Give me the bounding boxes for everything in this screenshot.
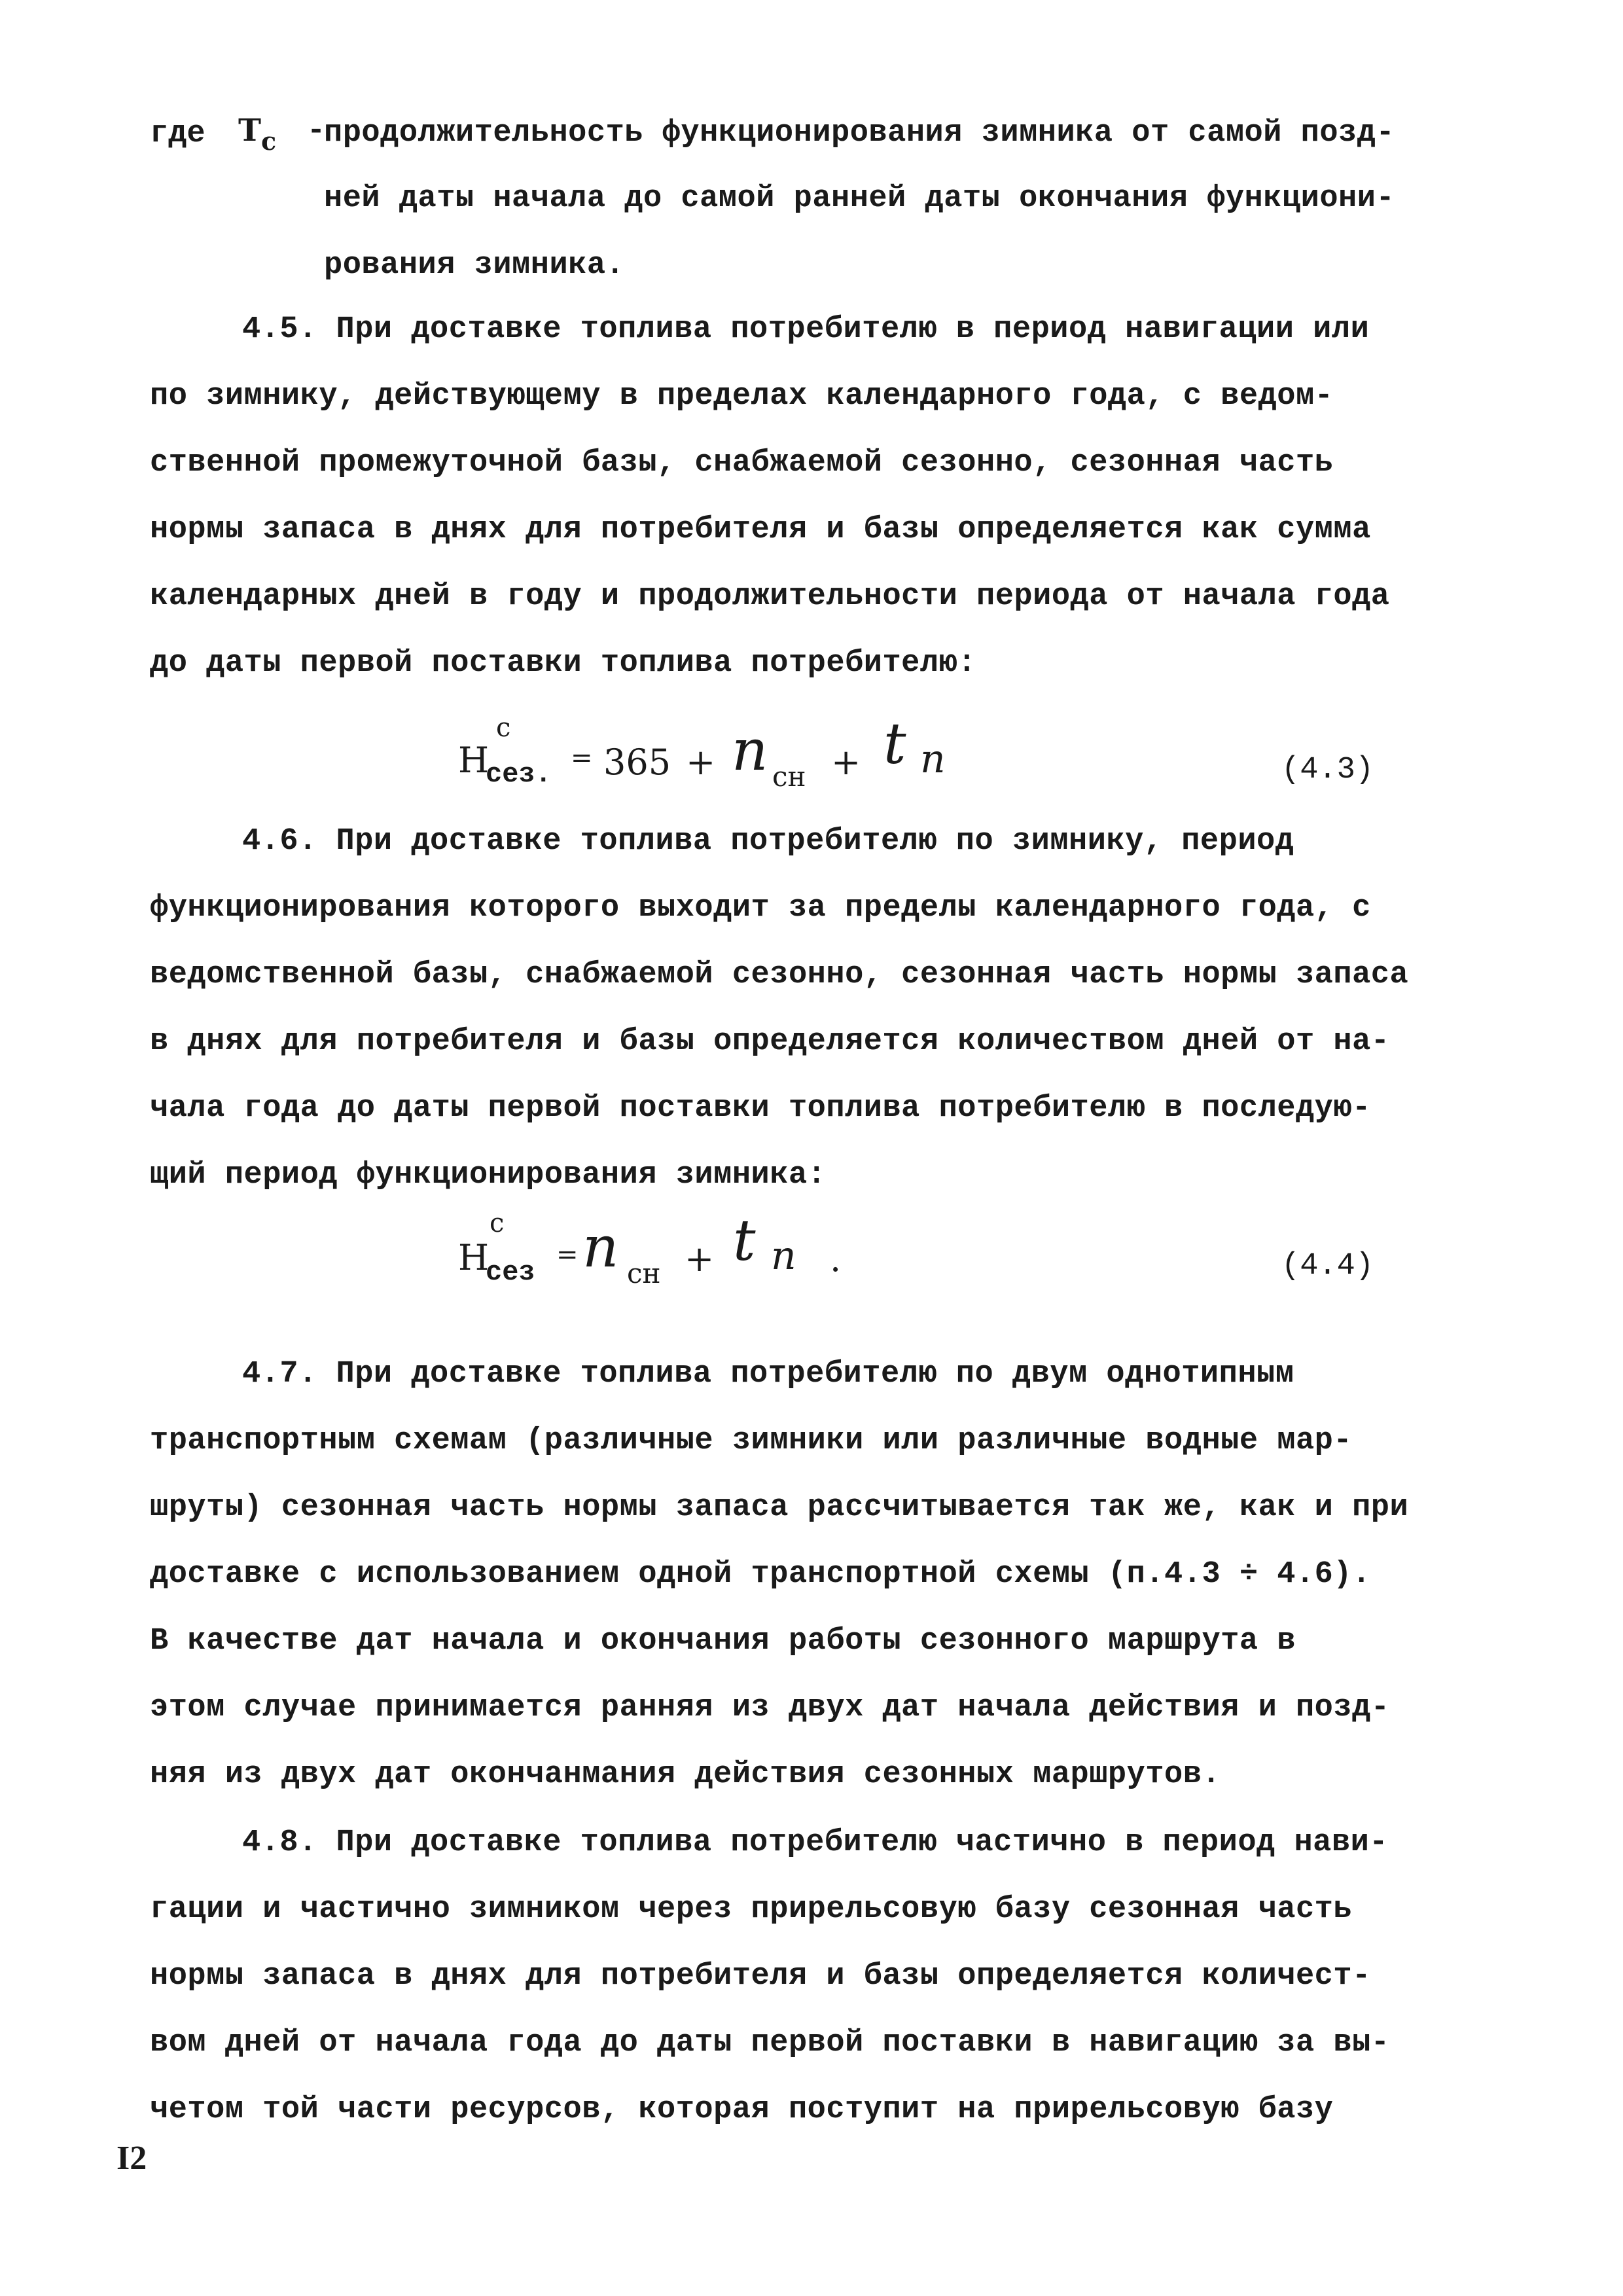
formula-4-3-plus-2: + [831, 742, 861, 783]
para-4-8-line: вом дней от начала года до даты первой поставки в навигацию за вы- [150, 2026, 1390, 2060]
para-4-7-line: 4.7. При доставке топлива потребителю по двум однотипным [242, 1357, 1294, 1391]
gde-word: где [150, 117, 205, 151]
para-4-7-line: этом случае принимается ранняя из двух дат начала действия и позд- [150, 1691, 1390, 1725]
formula-4-4-t-sub: n [771, 1233, 796, 1279]
para-4-8-line: 4.8. При доставке топлива потребителю частично в период нави- [242, 1825, 1388, 1860]
page-number: I2 [116, 2140, 147, 2177]
formula-4-3-term-365: 365 [603, 742, 671, 783]
def-line-3: рования зимника. [324, 248, 625, 283]
para-4-8-line: гации и частично зимником через прирельсовую базу сезонная часть [150, 1892, 1353, 1927]
tc-symbol [238, 113, 277, 156]
para-4-8-line: нормы запаса в днях для потребителя и базы определяется количест- [150, 1959, 1371, 1994]
formula-4-4-n-sub: сн [627, 1257, 661, 1289]
para-4-5-line: по зимнику, действующему в пределах календарного года, с ведом- [150, 379, 1334, 414]
formula-4-3 [458, 713, 1047, 812]
para-4-5-line: нормы запаса в днях для потребителя и базы определяется как сумма [150, 512, 1371, 547]
equation-number-4-4: (4.4) [1281, 1249, 1374, 1283]
equation-number-4-3: (4.3) [1281, 753, 1374, 787]
formula-4-4 [458, 1208, 916, 1306]
para-4-7-line: няя из двух дат окончанмания действия сезонных маршрутов. [150, 1757, 1221, 1792]
tc-main: T [238, 113, 261, 149]
formula-4-4-lhs-sup: с [490, 1208, 505, 1238]
para-4-8-line: четом той части ресурсов, которая поступит на прирельсовую базу [150, 2092, 1334, 2127]
formula-4-3-t-sub: n [920, 736, 946, 782]
formula-4-3-plus-1: + [686, 742, 716, 783]
tc-subscript: с [260, 126, 277, 156]
formula-4-3-lhs: Н [458, 740, 490, 781]
para-4-5-line: 4.5. При доставке топлива потребителю в период навигации или [242, 312, 1370, 347]
formula-4-4-n: n [582, 1215, 619, 1280]
para-4-6-line: функционирования которого выходит за пределы календарного года, с [150, 891, 1371, 925]
formula-4-4-t: t [733, 1208, 756, 1274]
formula-4-4-dot: . [830, 1238, 842, 1280]
formula-4-3-lhs-sub: сез. [486, 759, 552, 790]
para-4-6-line: в днях для потребителя и базы определяется количеством дней от на- [150, 1024, 1390, 1059]
formula-4-3-lhs-sup: с [496, 713, 511, 743]
formula-4-4-equals: = [556, 1240, 579, 1270]
formula-4-4-lhs: Н [458, 1237, 490, 1278]
formula-4-3-n: n [732, 718, 768, 783]
para-4-7-line: доставке с использованием одной транспортной схемы (п.4.3 ÷ 4.6). [150, 1557, 1371, 1592]
formula-4-3-n-sub: сн [772, 761, 806, 793]
formula-4-4-lhs-sub: сез [486, 1257, 535, 1288]
formula-4-3-t: t [883, 711, 906, 777]
para-4-7-line: шруты) сезонная часть нормы запаса рассчитывается так же, как и при [150, 1490, 1409, 1525]
para-4-6-line: щий период функционирования зимника: [150, 1158, 827, 1193]
para-4-6-line: ведомственной базы, снабжаемой сезонно, сезонная часть нормы запаса [150, 958, 1409, 992]
para-4-7-line: В качестве дат начала и окончания работы сезонного маршрута в [150, 1624, 1296, 1659]
para-4-5-line: ственной промежуточной базы, снабжаемой сезонно, сезонная часть [150, 446, 1334, 480]
formula-4-4-plus: + [685, 1238, 715, 1280]
para-4-7-line: транспортным схемам (различные зимники или различные водные мар- [150, 1424, 1353, 1458]
para-4-6-line: чала года до даты первой поставки топлива потребителю в последую- [150, 1091, 1371, 1126]
def-dash: - [307, 114, 326, 149]
para-4-5-line: календарных дней в году и продолжительности периода от начала года [150, 579, 1390, 614]
def-line-2: ней даты начала до самой ранней даты окончания функциони- [324, 181, 1395, 216]
def-line-1: продолжительность функционирования зимника от самой позд- [324, 116, 1395, 151]
para-4-6-line: 4.6. При доставке топлива потребителю по зимнику, период [242, 824, 1294, 859]
formula-4-3-equals: = [571, 743, 593, 773]
para-4-5-line: до даты первой поставки топлива потребителю: [150, 646, 977, 681]
